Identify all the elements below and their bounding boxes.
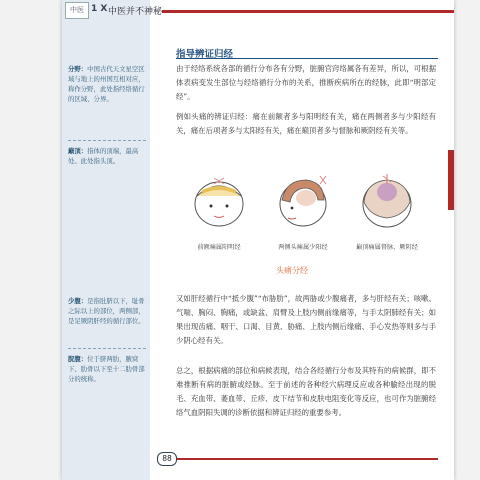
paragraph-3: 又如肝经循行中“抵少腹”“布胁肋”，故两胁或少腹痛者，多与肝经有关；咳嗽、气喘、胸闷、胸痛，或缺盆、肩臂及上肢内侧前缘痛等，与手太阴肺经有关；如果出现齿痛、咽干、口渴、目黄、胁痛、上肢内侧后缘痛、手心发热等则多与手少阴心经有关。 [176,294,436,345]
sidenote-divider [68,348,146,349]
sidenote-divider [68,140,146,141]
sidenote-term: 分野： [68,65,88,73]
sidenote-dianding [68,146,146,166]
chapter-tab [448,150,454,210]
sidenote-fenye [68,64,146,104]
figure-caption-forehead: 前额痛属阳明经 [197,244,241,251]
head-back-vertex-icon [350,170,424,232]
header-title: 中医并不神秘 [108,7,163,17]
section-title: 指导辨证归经 [176,49,234,60]
sidenote-text: 中国古代天文星空区域与地上的州国互相对应，称作分野，此处指经络循行的区域、分界。 [68,65,145,103]
sidenote-xiefu [68,354,146,384]
sidenote-text: 是指肚脐以下，耻骨之际以上的部位，两侧部，是足厥阴肝经的循行部位。 [68,297,145,325]
sidenote-term: 脘腹： [68,355,88,363]
sidenote-text: 指体的顶端，最高处。此处指头顶。 [68,147,139,165]
sidenote-term: 少腹： [68,297,88,305]
figure-title: 头痛分经 [276,266,308,275]
sidenote-text: 位于脐两肋，腋窝下、肋骨以下至十二肋骨部分的统称。 [68,355,145,383]
head-front-forehead-icon [182,170,256,232]
figure-caption-vertex: 巅顶痛属督脉、厥阴经 [356,244,418,251]
book-logo-icon: 中医 [65,2,89,19]
page-header [62,0,454,20]
head-side-temple-icon [266,170,340,232]
paragraph-4: 总之，根据病痛的部位和病候表现，结合各经循行分布及其特有的病候群，即不难推断有病的脏腑或经脉。至于前述的各种经穴病理反应或各种腧经出现的脱毛、充血带、萎血带、丘疹、皮下结节和皮肤电阻变化等反应，也可作为脏腑经络气血阴阳失调的诊断依据和辨证归经的重要参考。 [176,366,436,417]
figure-caption-temple: 两侧头痛属少阳经 [278,244,328,251]
sidenote-term: 巅顶： [68,147,88,155]
header-mark: 1 X [91,4,108,14]
sidenote-shaofu [68,296,146,326]
section-underline [176,58,438,59]
paragraph-1: 由于经络系统各部的循行分布各有分野，脏腑官窍络属各有差异，所以，可根据体表病变发生部位与经络循行分布的关系，推断疾病所在的经脉，此即“明部定经”。 [176,64,436,101]
header-rule [162,10,454,13]
book-page [62,0,454,480]
page-number: 88 [157,452,177,466]
footer-rule [176,458,438,460]
paragraph-2: 例如头痛的辨证归经：痛在前额者多与阳明经有关，痛在两侧者多与少阳经有关，痛在后项者多与太阳经有关，痛在巅顶者多与督脉和厥阴经有关等。 [176,112,436,135]
